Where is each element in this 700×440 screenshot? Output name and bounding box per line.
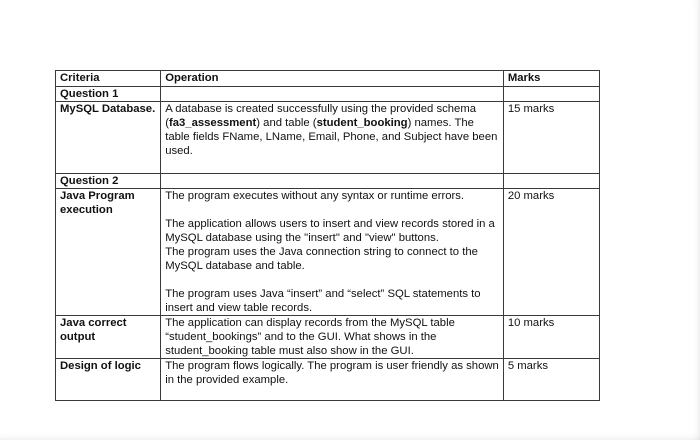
q2-criteria: Java Program execution [56,189,161,316]
q1-operation-pre: A database is created successfully using the provided schema ( [165,103,477,129]
q1-operation [161,102,504,174]
question-2-row [56,189,600,316]
question-2-heading-row [56,174,600,189]
q2-para-1: The program executes without any syntax or runtime errors. [165,190,465,202]
q1-criteria: MySQL Database. [56,102,161,174]
q2-para-4: The program uses Java “insert” and “select” SQL statements to insert and view table records. [165,288,481,314]
header-marks: Marks [503,71,599,87]
logic-marks: 5 marks [503,359,599,401]
q1-operation-mid: ) and table ( [256,117,317,129]
java-output-row [56,316,600,359]
q2-para-2: The application allows users to insert and view records stored in a MySQL database using the "insert" and "view" buttons. [165,218,495,244]
q1-table-name: student_booking [316,117,408,129]
q1-schema-name: fa3_assessment [168,117,257,129]
design-logic-row [56,359,600,401]
output-marks: 10 marks [503,316,599,359]
marking-rubric-table [55,70,600,401]
table-header-row [56,71,600,87]
logic-operation: The program flows logically. The program is user friendly as shown in the provided example. [161,359,504,401]
question-2-heading-empty-marks [503,174,599,189]
question-1-heading-row [56,87,600,102]
q1-operation-post: ) names. The table fields FName, LName, Email, Phone, and Subject have been used. [165,117,498,157]
question-1-heading-empty-marks [503,87,599,102]
question-1-heading-empty [161,87,504,102]
question-1-row [56,102,600,174]
q2-marks: 20 marks [503,189,599,316]
output-criteria: Java correct output [56,316,161,359]
question-2-heading-empty [161,174,504,189]
header-criteria: Criteria [56,71,161,87]
output-operation: The application can display records from the MySQL table “student_bookings” and to the GUI. What shows in the student_booking table must also show in the GUI. [161,316,504,359]
header-operation: Operation [161,71,504,87]
q1-marks: 15 marks [503,102,599,174]
question-1-heading: Question 1 [56,87,161,102]
logic-criteria: Design of logic [56,359,161,401]
question-2-heading: Question 2 [56,174,161,189]
q2-operation [161,189,504,316]
q2-para-3: The program uses the Java connection string to connect to the MySQL database and table. [165,246,478,272]
